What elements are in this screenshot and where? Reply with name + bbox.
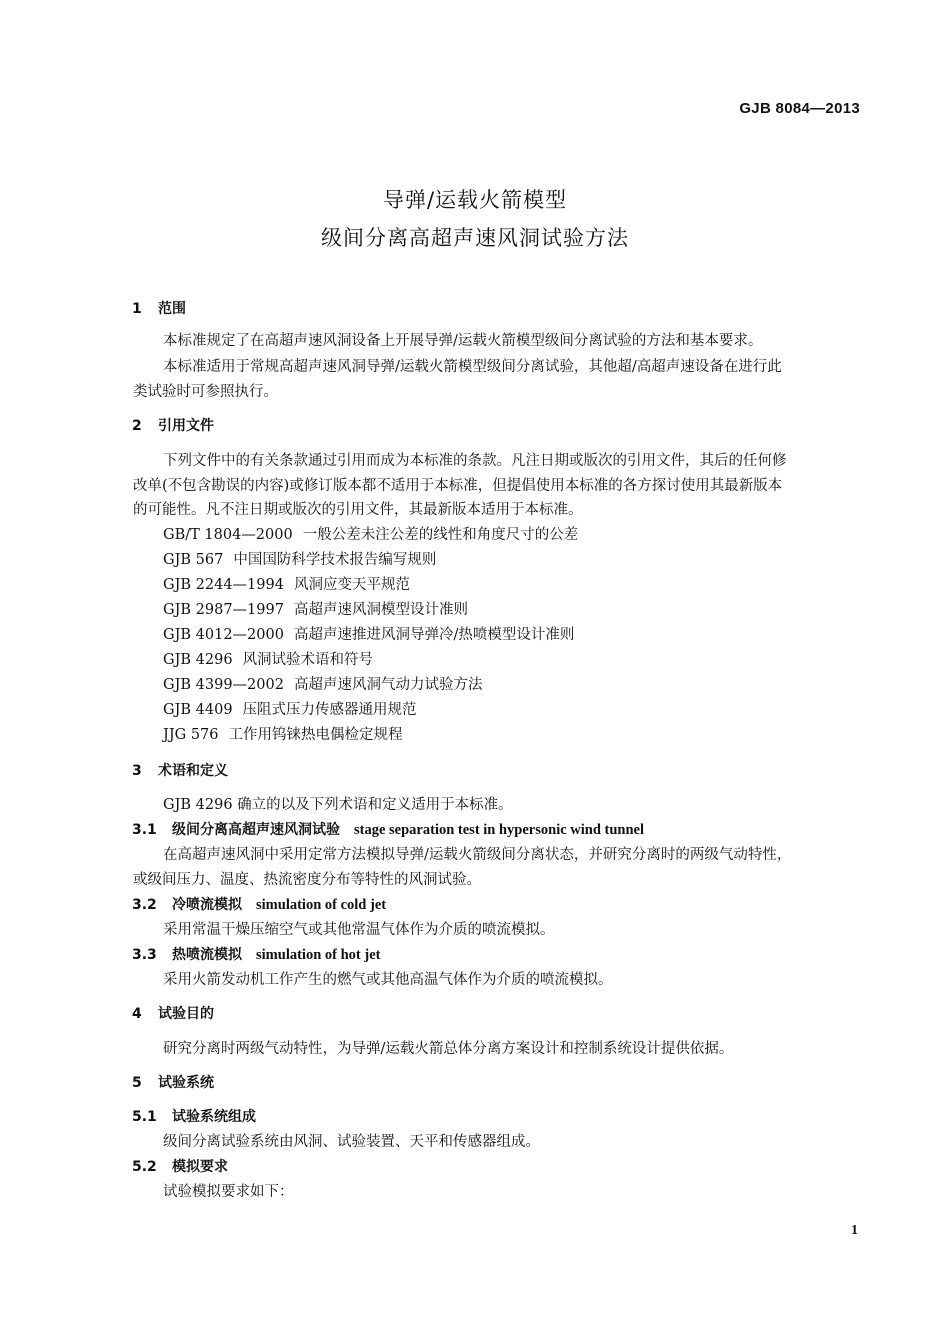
- reference-code: GJB 2244—1994: [163, 577, 284, 593]
- reference-code: GJB 2987—1997: [163, 602, 284, 618]
- section-5-2-paragraph: 试验模拟要求如下：: [163, 1184, 294, 1200]
- term-number: 3.1: [132, 822, 157, 838]
- reference-code: GJB 567: [163, 552, 224, 568]
- section-5-heading: [132, 1073, 214, 1093]
- section-2-heading: [132, 416, 214, 436]
- section-number: 2: [132, 418, 142, 434]
- section-4-paragraph: 研究分离时两级气动特性，为导弹/运载火箭总体分离方案设计和控制系统设计提供依据。: [163, 1041, 734, 1057]
- subsection-number: 5.2: [132, 1159, 157, 1175]
- subsection-number: 5.1: [132, 1109, 157, 1125]
- section-4-heading: [132, 1004, 214, 1024]
- term-3-1-definition-line-2: 或级间压力、温度、热流密度分布等特性的风洞试验。: [133, 872, 481, 888]
- section-1-paragraph-2-line-2: 类试验时可参照执行。: [133, 384, 278, 400]
- section-number: 5: [132, 1075, 142, 1091]
- reference-title: 风洞应变天平规范: [293, 577, 410, 593]
- term-3-1-definition-line-1: 在高超声速风洞中采用定常方法模拟导弹/运载火箭级间分离状态，并研究分离时的两级气动特性，: [163, 847, 792, 863]
- reference-title: 工作用钨铼热电偶检定规程: [228, 727, 403, 743]
- subsection-title: 试验系统组成: [172, 1109, 256, 1125]
- section-1-paragraph-1: 本标准规定了在高超声速风洞设备上开展导弹/运载火箭模型级间分离试验的方法和基本要求。: [163, 333, 763, 349]
- document-title-line-2: 级间分离高超声速风洞试验方法: [321, 226, 629, 250]
- section-2-paragraph-line-2: 改单(不包含勘误的内容)或修订版本都不适用于本标准，但提倡使用本标准的各方探讨使用其最新版本: [133, 478, 783, 494]
- reference-code: GJB 4012—2000: [163, 627, 284, 643]
- reference-item: [163, 700, 417, 720]
- reference-item: [163, 525, 578, 545]
- section-title: 术语和定义: [158, 763, 228, 779]
- term-chinese: 级间分离高超声速风洞试验: [172, 822, 340, 838]
- section-1-heading: [132, 299, 186, 319]
- term-3-3-definition: 采用火箭发动机工作产生的燃气或其他高温气体作为介质的喷流模拟。: [163, 972, 613, 988]
- section-1-paragraph-2-line-1: 本标准适用于常规高超声速风洞导弹/运载火箭模型级间分离试验，其他超/高超声速设备在进行此: [163, 359, 782, 375]
- section-title: 范围: [158, 301, 186, 317]
- section-2-paragraph-line-3: 的可能性。凡不注日期或版次的引用文件，其最新版本适用于本标准。: [133, 502, 583, 518]
- page-number: 1: [851, 1223, 858, 1238]
- reference-item: [163, 725, 403, 745]
- section-5-2-heading: [132, 1157, 228, 1177]
- section-number: 3: [132, 763, 142, 779]
- reference-title: 压阻式压力传感器通用规范: [242, 702, 417, 718]
- section-title: 试验系统: [158, 1075, 214, 1091]
- section-title: 引用文件: [158, 418, 214, 434]
- reference-title: 高超声速风洞气动力试验方法: [293, 677, 483, 693]
- term-number: 3.3: [132, 947, 157, 963]
- term-3-3-heading: [132, 945, 380, 965]
- reference-title: 风洞试验术语和符号: [242, 652, 374, 668]
- reference-item: [163, 650, 373, 670]
- reference-code: GJB 4409: [163, 702, 233, 718]
- section-number: 4: [132, 1006, 142, 1022]
- subsection-title: 模拟要求: [172, 1159, 228, 1175]
- term-english: simulation of hot jet: [256, 947, 381, 963]
- term-number: 3.2: [132, 897, 157, 913]
- term-english: stage separation test in hypersonic wind tunnel: [354, 822, 645, 838]
- section-5-1-heading: [132, 1107, 256, 1127]
- reference-code: GJB 4296: [163, 652, 233, 668]
- section-3-intro: GJB 4296 确立的以及下列术语和定义适用于本标准。: [163, 797, 513, 813]
- reference-item: [163, 575, 410, 595]
- reference-item: [163, 600, 468, 620]
- term-english: simulation of cold jet: [256, 897, 387, 913]
- reference-title: 高超声速风洞模型设计准则: [293, 602, 468, 618]
- term-3-1-heading: [132, 820, 644, 840]
- section-2-paragraph-line-1: 下列文件中的有关条款通过引用而成为本标准的条款。凡注日期或版次的引用文件，其后的任何修: [163, 453, 787, 469]
- reference-code: GB/T 1804—2000: [163, 527, 293, 543]
- reference-item: [163, 625, 574, 645]
- section-5-1-paragraph: 级间分离试验系统由风洞、试验装置、天平和传感器组成。: [163, 1134, 540, 1150]
- section-number: 1: [132, 301, 142, 317]
- reference-item: [163, 550, 436, 570]
- document-title-line-1: 导弹/运载火箭模型: [382, 188, 568, 212]
- reference-code: GJB 4399—2002: [163, 677, 284, 693]
- term-3-2-heading: [132, 895, 386, 915]
- reference-title: 高超声速推进风洞导弹冷/热喷模型设计准则: [293, 627, 575, 643]
- term-chinese: 冷喷流模拟: [172, 897, 242, 913]
- section-3-heading: [132, 761, 228, 781]
- section-title: 试验目的: [158, 1006, 214, 1022]
- term-3-2-definition: 采用常温干燥压缩空气或其他常温气体作为介质的喷流模拟。: [163, 922, 555, 938]
- reference-item: [163, 675, 482, 695]
- reference-code: JJG 576: [163, 727, 219, 743]
- standard-code: GJB 8084—2013: [739, 100, 860, 117]
- reference-title: 中国国防科学技术报告编写规则: [233, 552, 437, 568]
- reference-title: 一般公差未注公差的线性和角度尺寸的公差: [302, 527, 579, 543]
- term-chinese: 热喷流模拟: [172, 947, 242, 963]
